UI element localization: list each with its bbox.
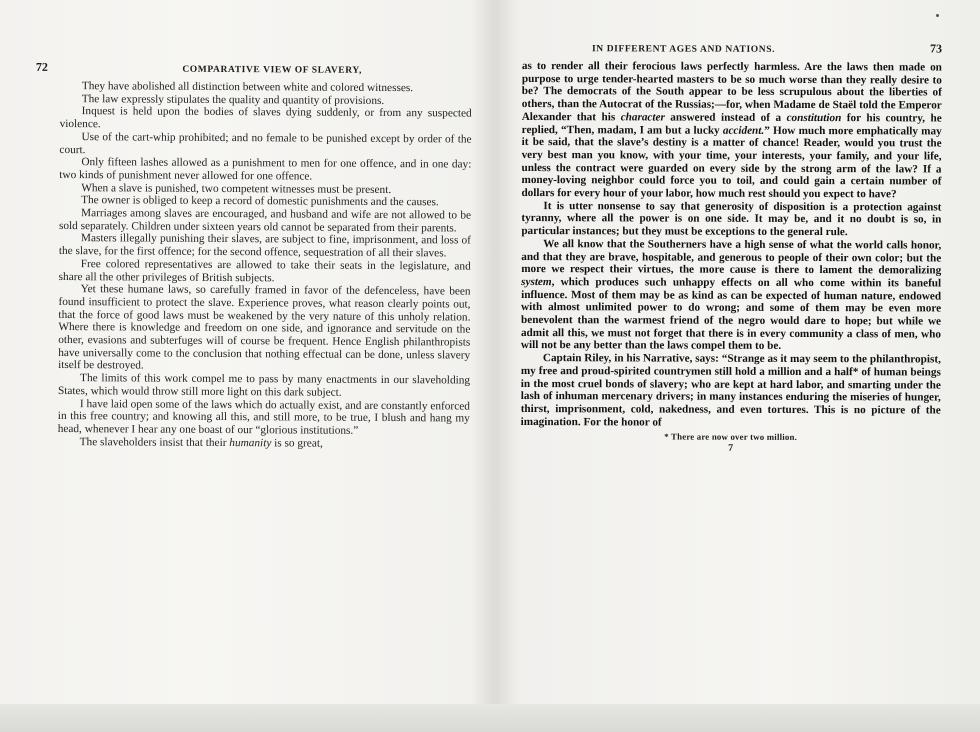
paragraph: Masters illegally punishing their slaves, are subject to fine, imprisonment, and loss of the slave, for the first offence; for the second offence, sequestration of all their slaves. <box>58 232 471 260</box>
paragraph: I have laid open some of the laws which do actually exist, and are constantly enforced in this free country; and knowing all this, and still more, to be true, I blush and hang my head, whenever I hear any one boast of our “glorious institutions.” <box>57 397 470 437</box>
left-page-header <box>36 60 472 81</box>
scan-bottom-margin <box>0 704 980 732</box>
right-page-number: 73 <box>929 41 942 56</box>
text-run: is so great, <box>271 436 323 450</box>
right-running-head: IN DIFFERENT AGES AND NATIONS. <box>591 44 776 55</box>
italic-word: constitution <box>786 111 842 124</box>
paragraph: When a slave is punished, two competent witnesses must be present. <box>81 181 392 196</box>
text-run: ” How much more emphatically may it be said, that the slave’s destiny is a matter of chance! Reader, would you trust the very best man you know, with your time, your interests, your family, and your life, unless the contract were guarded on every side by the strong arm of the law? If a money-loving neighbor could force you to toil, and could gain a certain number of dollars for every hour of your labor, how much rest should you expect to have? <box>521 124 942 201</box>
footnote: * There are now over two million. <box>664 431 798 443</box>
paragraph: Free colored representatives are allowed to take their seats in the legislature, and share all the other privileges of British subjects. <box>58 257 471 284</box>
italic-word: character <box>620 111 665 124</box>
paragraph: Yet these humane laws, so carefully framed in favor of the defenceless, have been found insufficient to protect the slave. Experience proves, what reason clearly points out, that the force of good laws must be weakened by the very nature of this unholy relation. Where there is knowledge and freedom on one side, and ignorance and servitude on the other, evasions and subterfuges will of course be frequent. Hence English philanthropists have universally come to the conclusion that nothing effectual can be done, unless slavery itself be destroyed. <box>58 283 471 372</box>
paragraph: The owner is obliged to keep a record of domestic punishments and the causes. <box>81 194 439 209</box>
right-page-body <box>521 60 942 430</box>
signature-mark: 7 <box>728 443 734 455</box>
italic-word: humanity <box>229 436 272 449</box>
left-running-head: COMPARATIVE VIEW OF SLAVERY, <box>182 64 362 76</box>
text-run: for his country, he replied, “Then, madam, I am but a lucky <box>521 111 942 137</box>
text-run: We all know that the Southerners have a high sense of what the world calls honor, and that they are brave, hospitable, and generous to people of their own color; but the more we respect their virtues, the more cause is there to lament the demoralizing <box>521 237 942 277</box>
left-page <box>35 59 472 451</box>
paragraph: The law expressly stipulates the quality and quantity of provisions. <box>81 92 385 107</box>
left-page-number: 72 <box>35 59 49 74</box>
right-page <box>521 40 942 455</box>
text-run: , which produces such unhappy effects on all who come within its baneful influence. Most of them may be as kind as can be expected of human nature, endowed with almost unlimited power to do wrong; and some of them may be even more benevolent than the warmest friend of the negro would dare to hope; but while we admit all this, we must not forget that there is in every community a class of men, who will not be any better than the laws compel them to be. <box>520 276 942 353</box>
scan-speck <box>936 14 939 17</box>
italic-word: system <box>521 275 552 289</box>
left-page-body <box>58 80 472 451</box>
text-run: The slaveholders insist that their <box>79 435 230 449</box>
paragraph: They have abolished all distinction between white and colored witnesses. <box>81 80 414 95</box>
right-page-header <box>522 40 942 59</box>
text-run: answered instead of a <box>664 111 787 124</box>
paragraph: Inquest is held upon the bodies of slaves dying suddenly, or from any suspected violence. <box>59 105 472 131</box>
paragraph-last-line <box>58 436 470 451</box>
paragraph <box>521 60 941 201</box>
paragraph: Marriages among slaves are encouraged, and husband and wife are not allowed to be sold separately. Children under sixteen years old cannot be separated from their parents. <box>58 207 472 235</box>
paragraph <box>521 238 941 354</box>
paragraph: It is utter nonsense to say that generosity of disposition is a protection against tyranny, where all the power is on one side. It may be, and it no doubt is so, in particular instances; but they must be exceptions to the general rule. <box>521 199 942 239</box>
paragraph: Use of the cart-whip prohibited; and no female to be punished except by order of the court. <box>59 130 472 156</box>
italic-word: accident. <box>722 124 765 137</box>
paragraph: Captain Riley, in his Narrative, says: “Strange as it may seem to the philanthropist, my free and proud-spirited countrymen still hold a million and a half* of human beings in the most cruel bonds of slavery; who are kept at hard labor, and smarting under the lash of inhuman mercenary drivers; in many instances enduring the miseries of hunger, thirst, imprisonment, cold, nakedness, and even tortures. This is no picture of the imagination. For the honor of <box>520 352 941 429</box>
paragraph: Only fifteen lashes allowed as a punishment to men for one offence, and in one day: two kinds of punishment never allowed for one offence. <box>59 156 472 183</box>
paragraph: The limits of this work compel me to pass by many enactments in our slaveholding States, which would throw still more light on this dark subject. <box>57 372 471 399</box>
text-run: as to render all their ferocious laws perfectly harmless. Are the laws then made on purpose to urge tender-hearted masters to be so much worse than they really desire to be? The democrats of the South appear to be less scrupulous about the liberties of others, than the Autocrat of the Russias;—for, when Madame de Staël told the Emperor Alexander that his <box>521 59 942 124</box>
